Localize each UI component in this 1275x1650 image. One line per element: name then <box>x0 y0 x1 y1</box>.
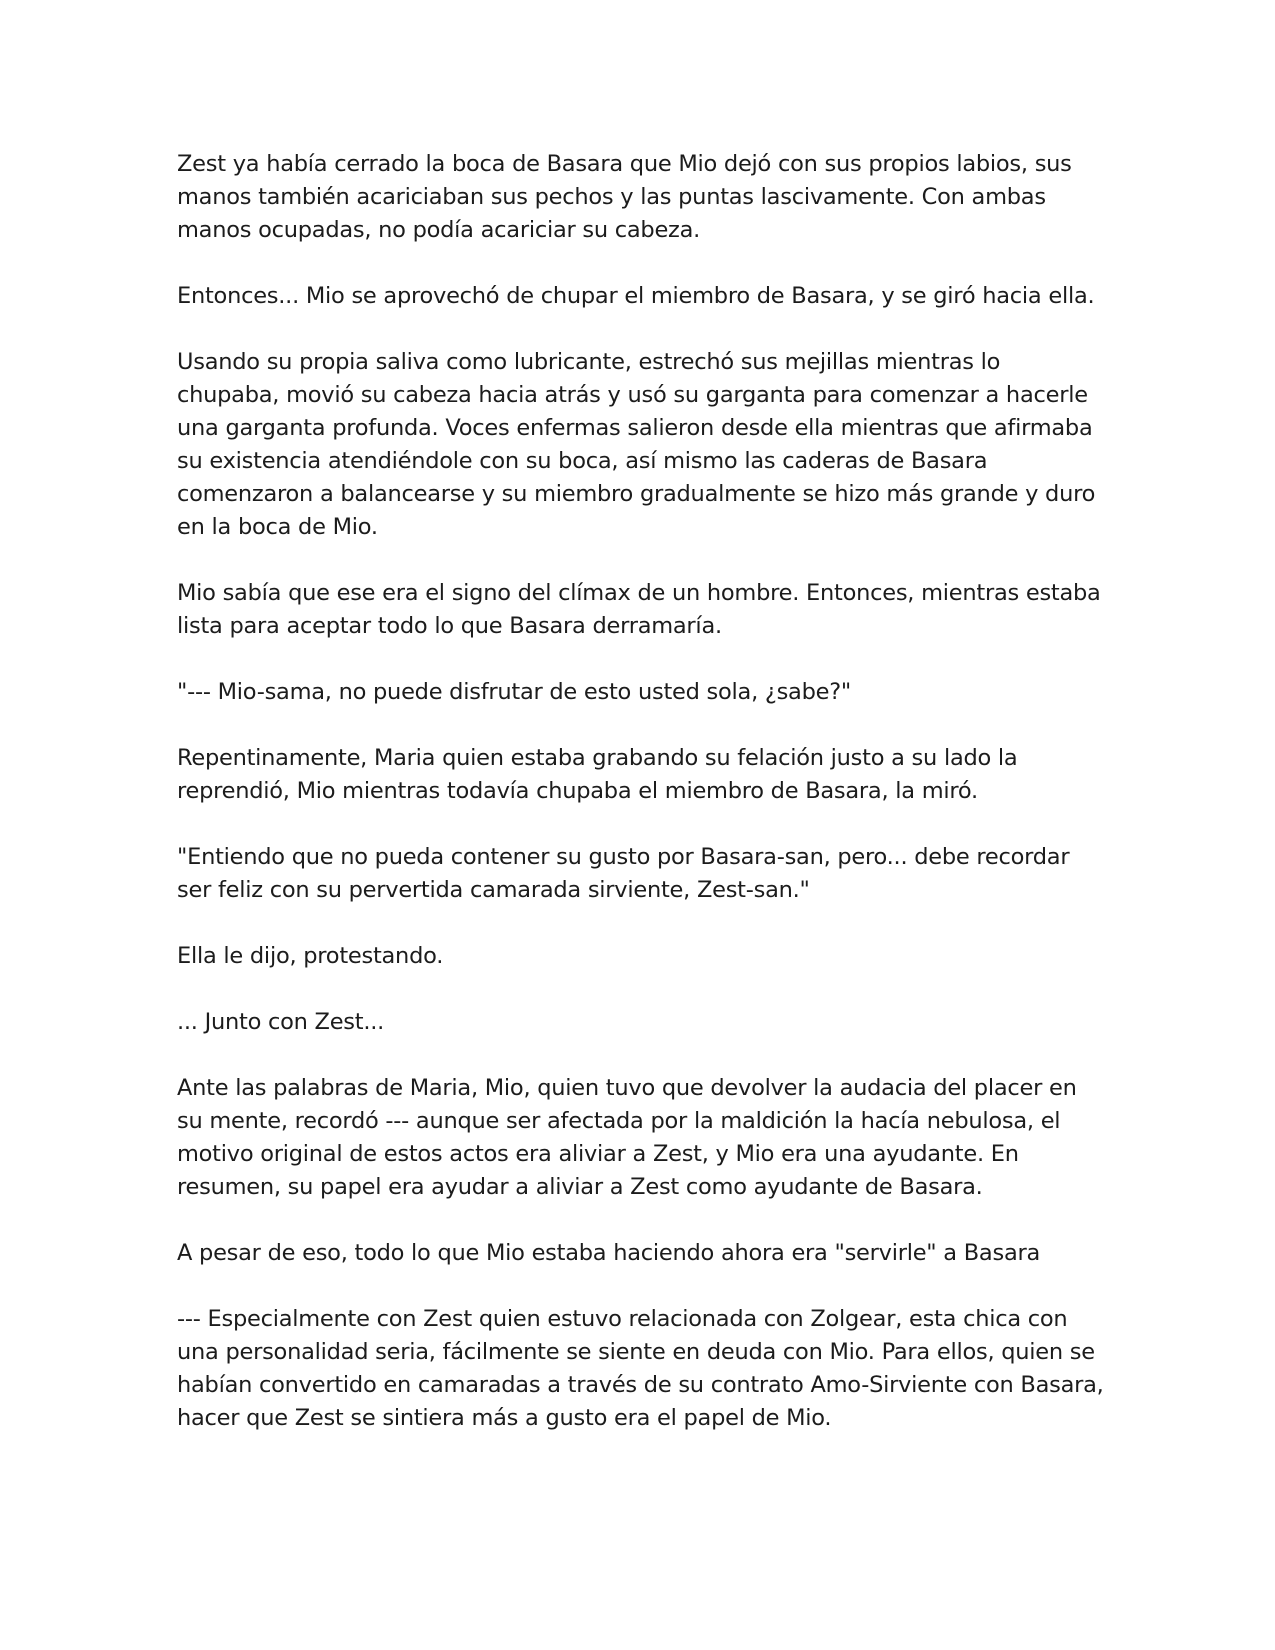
paragraph: Ella le dijo, protestando. <box>177 943 444 969</box>
paragraph: --- Especialmente con Zest quien estuvo relacionada con Zolgear, esta chica con una personalidad seria, fácilmente se siente en deuda con Mio. Para ellos, quien se habían convertido en camaradas a través de su contrato Amo-Sirviente con Basara, hacer que Zest se sintiera más a gusto era el papel de Mio. <box>177 1306 1104 1431</box>
paragraph: Usando su propia saliva como lubricante, estrechó sus mejillas mientras lo chupaba, movió su cabeza hacia atrás y usó su garganta para comenzar a hacerle una garganta profunda. Voces enfermas salieron desde ella mientras que afirmaba su existencia atendiéndole con su boca, así mismo las caderas de Basara comenzaron a balancearse y su miembro gradualmente se hizo más grande y duro en la boca de Mio. <box>177 349 1096 540</box>
paragraph: Zest ya había cerrado la boca de Basara que Mio dejó con sus propios labios, sus manos también acariciaban sus pechos y las puntas lascivamente. Con ambas manos ocupadas, no podía acariciar su cabeza. <box>177 151 1072 243</box>
paragraph: Ante las palabras de Maria, Mio, quien tuvo que devolver la audacia del placer en su mente, recordó --- aunque ser afectada por la maldición la hacía nebulosa, el motivo original de estos actos era aliviar a Zest, y Mio era una ayudante. En resumen, su papel era ayudar a aliviar a Zest como ayudante de Basara. <box>177 1075 1077 1200</box>
paragraph: "Entiendo que no pueda contener su gusto por Basara-san, pero... debe recordar ser feliz con su pervertida camarada sirviente, Zest-san." <box>177 844 1070 903</box>
paragraph: Repentinamente, Maria quien estaba grabando su felación justo a su lado la reprendió, Mio mientras todavía chupaba el miembro de Basara, la miró. <box>177 745 1018 804</box>
paragraph: ... Junto con Zest... <box>177 1009 385 1035</box>
paragraph: Entonces... Mio se aprovechó de chupar el miembro de Basara, y se giró hacia ella. <box>177 283 1095 309</box>
paragraph: "--- Mio-sama, no puede disfrutar de esto usted sola, ¿sabe?" <box>177 679 851 705</box>
paragraph: Mio sabía que ese era el signo del clímax de un hombre. Entonces, mientras estaba lista para aceptar todo lo que Basara derramaría. <box>177 580 1101 639</box>
paragraph: A pesar de eso, todo lo que Mio estaba haciendo ahora era "servirle" a Basara <box>177 1240 1041 1266</box>
text-body <box>177 148 1107 1468</box>
